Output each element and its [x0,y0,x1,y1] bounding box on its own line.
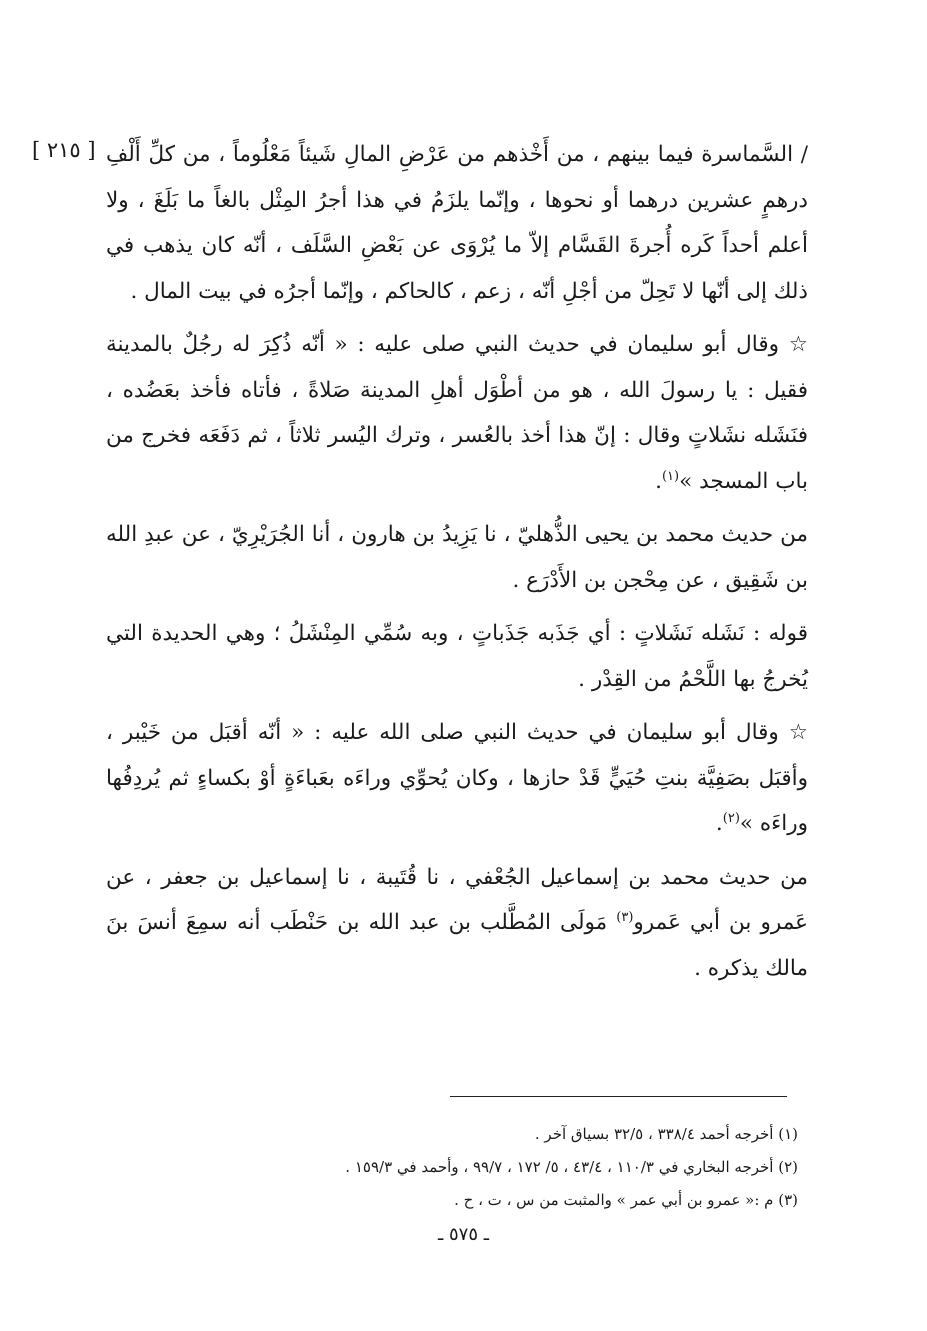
paragraph-hadith-safiyya: ☆ وقال أبو سليمان في حديث النبي صلى الله عليه : « أنّه أقبَل من خَيْبر ، وأقبَل بصَفِيَّة بنتِ حُيَيٍّ قَدْ حازها ، وكان يُحوِّي وراءَه بعَباءَةٍ أوْ بكساءٍ ثم يُردِفُها وراءَه »$^{(٢)}$. [106,720,808,836]
margin-page-reference: [ ٢١٥ ] [32,138,96,162]
paragraph-hadith-nashala-text: ☆ وقال أبو سليمان في حديث النبي صلى عليه : « أنّه ذُكِرَ له رجُلٌ بالمدينة فقيل : يا رسولَ الله ، هو من أطْوَل أهلِ المدينة صَلاةً ، فأتاه فأخذ بعَضُده ، فنَشَله نشَلاتٍ وقال : إنّ هذا أخذ بالعُسر ، وترك اليُسر ثلاثاً ، ثم دَفَعَه فخرج من باب المسجد » [106,332,808,494]
paragraph-explanation-nashala: قوله : نَشَله نَشَلاتٍ : أي جَذَبه جَذَباتٍ ، وبه سُمِّي المِنْشَلُ ؛ وهي الحديدة التي يُخرجُ بها اللَّحْمُ من القِدْر . [106,621,808,692]
paragraph-isnad-jufi [106,855,808,992]
footnote-3: (٣) م :« عمرو بن أبي عمر » والمثبت من س ، ت ، ح . [454,1191,798,1209]
paragraph-isnad-jufi-text: من حديث محمد بن إسماعيل الجُعْفي ، نا قُتَيبة ، نا إسماعيل بن جعفر ، عن عَمرو بن أبي عَمرو [106,864,809,935]
footnote-divider [450,1096,787,1097]
footnote-2: (٢) أخرجه البخاري في ١١٠/٣ ، ٤٣/٤ ، ٥/ ١٧٢ ، ٩٩/٧ ، وأحمد في ١٥٩/٣ . [345,1158,798,1176]
paragraph-hadith-safiyya-text: ☆ وقال أبو سليمان في حديث النبي صلى الله عليه : « أنّه أقبَل من خَيْبر ، وأقبَل بصَفِيَّة بنتِ حُيَيٍّ قَدْ حازها ، وكان يُحوِّي وراءَه بعَباءَةٍ أوْ بكساءٍ ثم يُردِفُها وراءَه » [106,720,808,836]
footnote-marker-3: (٣) [616,909,634,925]
footnote-marker-2: (٢) [722,810,740,826]
main-text [106,132,808,999]
paragraph-samasira: / السَّماسرة فيما بينهم ، من أَخْذهم من عَرْضِ المالِ شَيئاً مَعْلُوماً ، من كلِّ أَلْفِ درهمٍ عشرين درهما أو نحوها ، وإنّما يلزَمُ في هذا أجرُ المِثْل بالغاً ما بَلَغَ ، ولا أعلم أحداً كَره أُجرةَ القَسَّام إلاّ ما يُرْوَى عن بَعْضِ السَّلَف ، أنّه كان يذهب في ذلك إلى أنّها لا تَحِلّ من أجْلِ أنّه ، زعم ، كالحاكم ، وإنّما أجرُه في بيت المال . [106,142,808,304]
paragraph-hadith-nashala: ☆ وقال أبو سليمان في حديث النبي صلى عليه : « أنّه ذُكِرَ له رجُلٌ بالمدينة فقيل : يا رسولَ الله ، هو من أطْوَل أهلِ المدينة صَلاةً ، فأتاه فأخذ بعَضُده ، فنَشَله نشَلاتٍ وقال : إنّ هذا أخذ بالعُسر ، وترك اليُسر ثلاثاً ، ثم دَفَعَه فخرج من باب المسجد »$^{(١)}$. [106,332,808,494]
footnotes [106,1118,808,1217]
paragraph-isnad-jufi-rest: مَولَى المُطَّلب بن عبد الله بن حَنْطَب أنه سمِعَ أنسَ بنَ مالك يذكره . [106,910,808,981]
page-number: ـ ٥٧٥ ـ [437,1224,489,1245]
footnote-marker-1: (١) [661,468,680,484]
footnote-1: (١) أخرجه أحمد ٣٣٨/٤ ، ٣٢/٥ بسياق آخر . [534,1125,798,1143]
paragraph-isnad-dhuhli: من حديث محمد بن يحيى الذُّهليّ ، نا يَزِيدُ بن هارون ، أنا الجُرَيْرِيّ ، عن عبدِ الله بن شَقِيق ، عن مِحْجن بن الأَدْرَع . [106,522,808,593]
